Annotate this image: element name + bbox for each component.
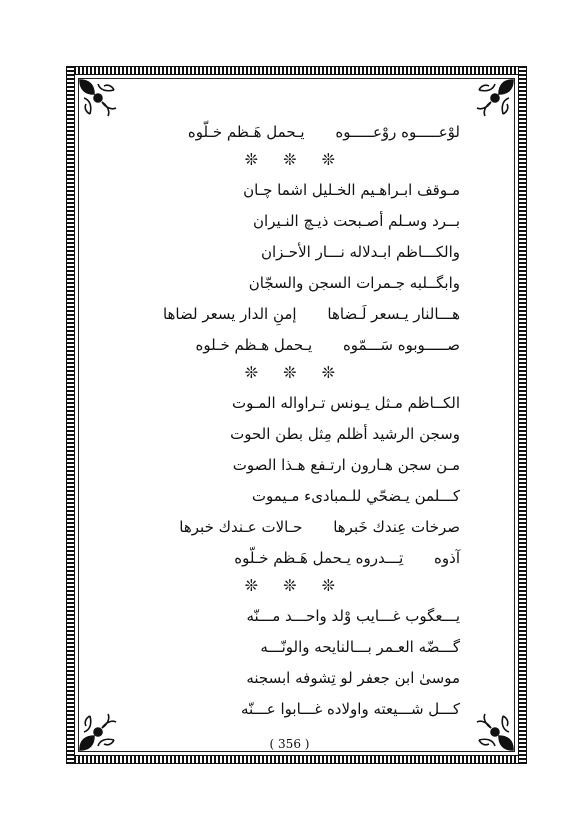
verse-first-half: آذوه	[434, 549, 460, 567]
verse-line	[130, 697, 460, 721]
border-top	[66, 66, 527, 75]
verse-first-half: يـــعگوب غـــايب وْلد واحـــد مـــنّه	[246, 607, 460, 625]
verse-first-half: صرخات عِندك خَبرها	[333, 518, 460, 536]
verse-line	[130, 604, 460, 628]
verse-first-half: الكــاظم مـثل يـونس تـراواله المـوت	[231, 394, 460, 412]
poem-body	[130, 120, 460, 718]
verse-second-half: إمنِ الدار يسعر لضاها	[162, 305, 297, 323]
verse-line	[130, 209, 460, 233]
verse-line	[130, 484, 460, 508]
verse-line	[130, 178, 460, 202]
border-bottom	[66, 755, 527, 764]
verse-first-half: هـــالنار يـسعر لَـضاها	[327, 305, 460, 323]
verse-line	[130, 666, 460, 690]
verse-second-half: تِـــدروه يـحمل هَـظم خـلّوه	[234, 549, 404, 567]
border-right	[518, 66, 527, 764]
verse-line	[130, 271, 460, 295]
verse-first-half: گـــضّه العـمر بـــالنايحه والونّـــه	[260, 638, 460, 656]
star-separator: ❊ ❊ ❊	[244, 576, 346, 595]
verse-second-half: يـحمل هَـظم خـلّوه	[187, 123, 305, 141]
verse-first-half: كـــلمن يـضحّي للـمبادىء مـيموت	[251, 487, 460, 505]
star-separator: ❊ ❊ ❊	[244, 363, 346, 382]
verse-first-half: لوْعـــــوه روْعـــــوه	[335, 123, 460, 141]
verse-line	[130, 453, 460, 477]
border-left	[66, 66, 75, 764]
floral-corner-icon	[76, 76, 120, 120]
verse-first-half: صـــــوبوه سَـــمّوه	[342, 336, 460, 354]
verse-first-half: مـوقف ابـراهـيم الخـليل اشما چـان	[243, 181, 460, 199]
star-separator: ❊ ❊ ❊	[244, 150, 346, 169]
verse-second-half: حـالات عـندك خبرها	[179, 518, 303, 536]
verse-line	[130, 422, 460, 446]
verse-first-half: كـــل شـــيعته واولاده غـــابوا عـــنّه	[241, 700, 460, 718]
verse-line	[130, 546, 460, 570]
verse-line	[130, 635, 460, 659]
floral-corner-icon	[473, 76, 517, 120]
verse-first-half: والكـــاظم ابـدلاله نـــار الأحـزان	[260, 243, 460, 261]
verse-line	[130, 120, 460, 144]
verse-line	[130, 391, 460, 415]
verse-first-half: وسجن الرشيد أظلم مِثل بطن الحوت	[230, 425, 460, 443]
verse-second-half: يـحمل هـظم خـلوه	[195, 336, 313, 354]
verse-line	[130, 333, 460, 357]
verse-first-half: بــرد وسـلم أصـبحت ذيـچ النـيران	[253, 212, 460, 230]
verse-line	[130, 302, 460, 326]
verse-first-half: موسىٰ ابن جعفر لو تِشوفه ابسجنه	[246, 669, 460, 687]
page-number: ( 356 )	[269, 737, 310, 751]
verse-first-half: وابگــلبه جـمرات السجن والسجّان	[248, 274, 460, 292]
verse-first-half: مـن سجن هـارون ارتـفع هـذا الصوت	[232, 456, 460, 474]
verse-line	[130, 515, 460, 539]
verse-line	[130, 240, 460, 264]
